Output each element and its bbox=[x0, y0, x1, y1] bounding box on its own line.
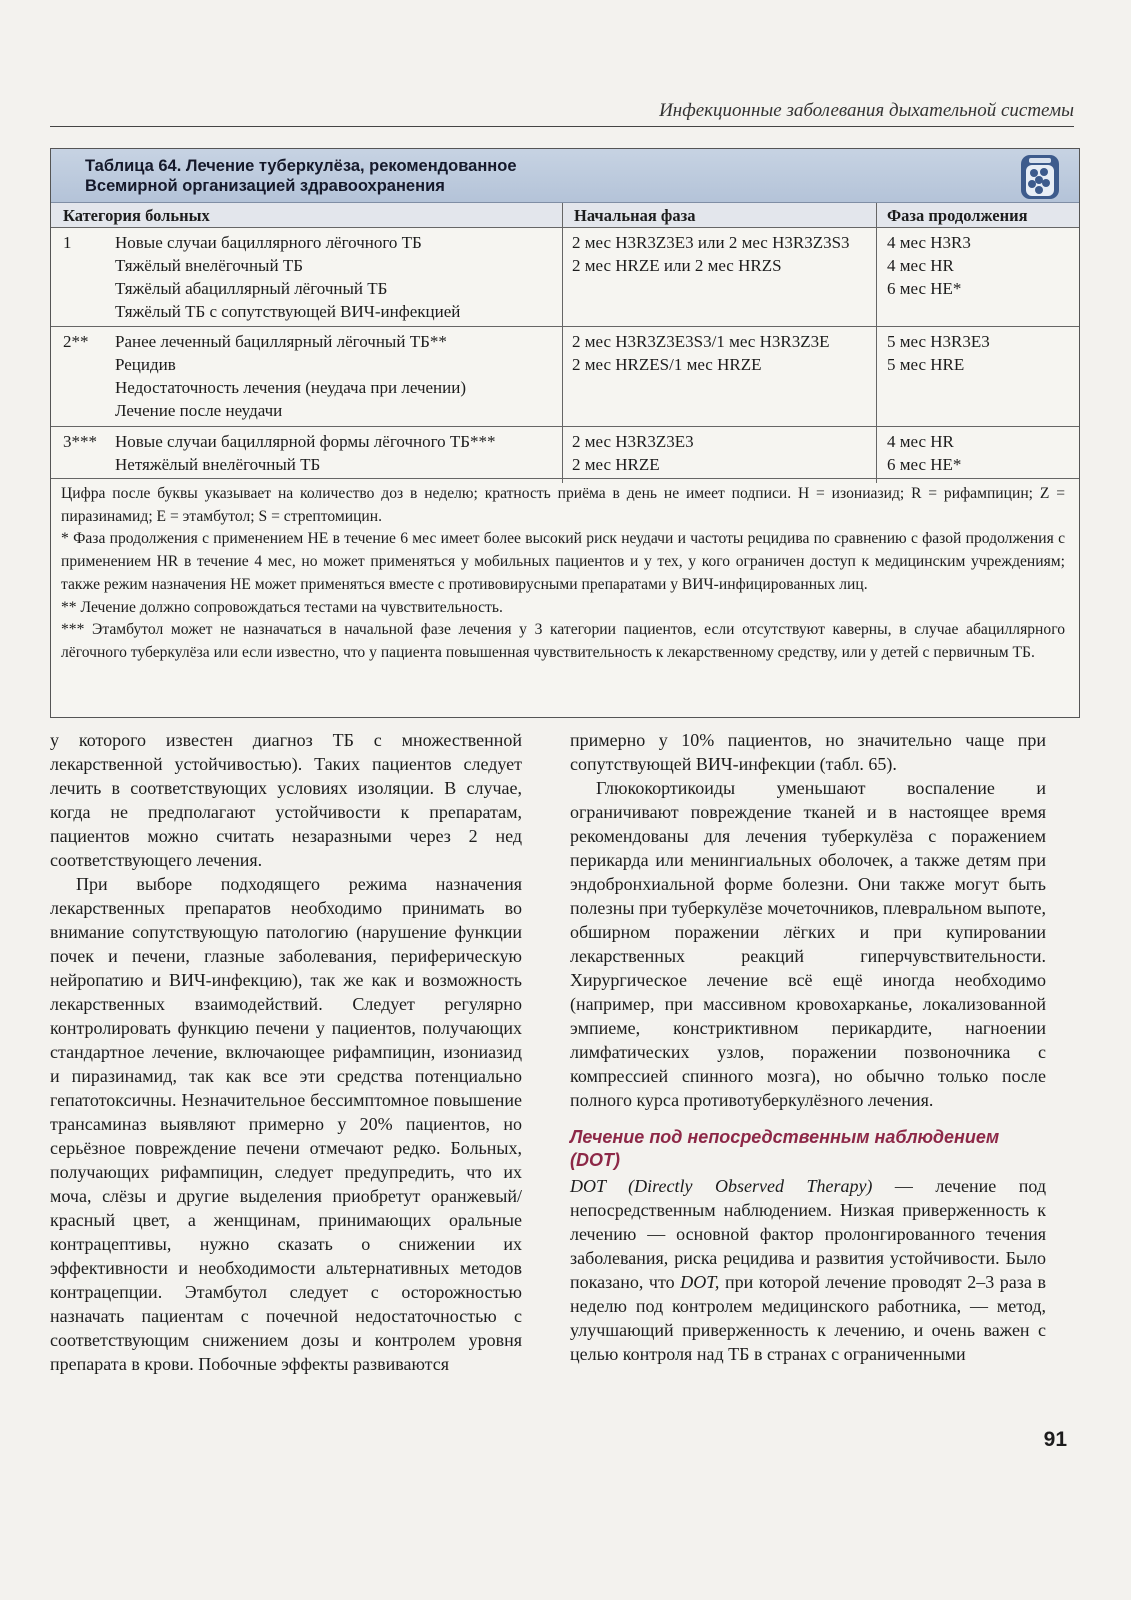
patient-group: Тяжёлый внелёгочный ТБ bbox=[115, 256, 303, 275]
patient-group: Тяжёлый абациллярный лёгочный ТБ bbox=[115, 279, 388, 298]
footnote-3: *** Этамбутол может не назначаться в начальной фазе лечения у 3 категории пациентов, если отсутствуют каверны, в случае абациллярного лёгочного туберкулёза или если известно, что у пациента повышенная чувствительность к лекарственному средству, или у детей с первичным ТБ. bbox=[61, 621, 1065, 661]
category-number: 2** bbox=[63, 332, 89, 351]
patient-group: Рецидив bbox=[115, 355, 176, 374]
regimen: 2 мес H3R3Z3E3 или 2 мес H3R3Z3S3 bbox=[572, 233, 850, 252]
regimen: 2 мес HRZE или 2 мес HRZS bbox=[572, 256, 782, 275]
patient-group: Ранее леченный бациллярный лёгочный ТБ** bbox=[115, 332, 447, 351]
table-header-row bbox=[51, 203, 1079, 228]
column-header-initial-phase: Начальная фаза bbox=[574, 206, 696, 225]
regimen: 6 мес HE* bbox=[887, 279, 962, 298]
patient-group: Недостаточность лечения (неудача при лечении) bbox=[115, 378, 467, 397]
continuation-phase-regimens bbox=[887, 231, 971, 300]
category-number: 3*** bbox=[63, 432, 97, 451]
patient-group: Новые случаи бациллярного лёгочного ТБ bbox=[115, 233, 422, 252]
column-header-continuation-phase: Фаза продолжения bbox=[887, 206, 1028, 225]
category-number: 1 bbox=[63, 233, 72, 252]
left-text-column bbox=[50, 728, 522, 1376]
regimen: 4 мес HR bbox=[887, 432, 954, 451]
table-row-category-1 bbox=[51, 228, 1079, 327]
footnote-1: * Фаза продолжения с применением НЕ в течение 6 мес имеет более высокий риск неудачи и частоты рецидива по сравнению с фазой продолжения с применением HR в течение 4 мес, но может применяться у мобильных пациентов и у тех, у кого ограничен доступ к медицинским учреждениям; также режим назначения НЕ может применяться вместе с противовирусными препаратами у ВИЧ-инфицированных лиц. bbox=[61, 530, 1065, 593]
initial-phase-regimens bbox=[572, 231, 850, 277]
paragraph: у которого известен диагноз ТБ с множественной лекарственной устойчивостью). Таких пациентов следует лечить в соответствующих условиях изоляции. В случае, когда не предполагают устойчивости к препаратам, пациентов можно считать незаразными через 2 нед соответствующего лечения. bbox=[50, 730, 522, 870]
term: DOT (Directly Observed Therapy) bbox=[570, 1176, 873, 1196]
running-header: Инфекционные заболевания дыхательной системы bbox=[659, 100, 1074, 121]
regimen: 2 мес H3R3Z3E3S3/1 мес H3R3Z3E bbox=[572, 332, 830, 351]
paragraph bbox=[570, 1174, 1046, 1366]
initial-phase-regimens bbox=[572, 430, 694, 476]
patient-groups bbox=[115, 430, 496, 476]
patient-group: Лечение после неудачи bbox=[115, 401, 283, 420]
paragraph-text: при которой лечение проводят 2–3 раза в неделю под контролем медицинского работника, — метод, улучшающий приверженность к лечению, и очень важен с целью контроля над ТБ в странах с ограниченными bbox=[570, 1272, 1046, 1364]
patient-group: Нетяжёлый внелёгочный ТБ bbox=[115, 455, 321, 474]
patient-group: Новые случаи бациллярной формы лёгочного ТБ*** bbox=[115, 432, 496, 451]
regimen: 4 мес HR bbox=[887, 256, 954, 275]
treatment-table bbox=[50, 148, 1080, 718]
paragraph: При выборе подходящего режима назначения лекарственных препаратов необходимо принимать во внимание сопутствующую патологию (нарушение функции почек и печени, глазные заболевания, периферическую нейропатию и ВИЧ-инфекцию), так же как и возможность лекарственных взаимодействий. Следует регулярно контролировать функцию печени у пациентов, получающих стандартное лечение, включающее рифампицин, изониазид и пиразинамид, так как все эти средства потенциально гепатотоксичны. Незначительное бессимптомное повышение трансаминаз выявляют примерно у 20% пациентов, но серьёзное повреждение печени отмечают редко. Больных, получающих рифампицин, следует предупредить, что их моча, слёзы и другие выделения приобретут оранжевый/красный цвет, а женщинам, принимающих оральные контрацептивы, нужно сказать о снижении их эффективности и необходимости альтернативных методов контрацепции. Этамбутол следует с осторожностью назначать пациентам с почечной недостаточностью с соответствующим снижением дозы и контролем уровня препарата в крови. Побочные эффекты развиваются bbox=[50, 874, 522, 1374]
regimen: 2 мес HRZE bbox=[572, 455, 660, 474]
regimen: 2 мес H3R3Z3E3 bbox=[572, 432, 694, 451]
regimen: 2 мес HRZES/1 мес HRZE bbox=[572, 355, 762, 374]
pill-jar-icon bbox=[1015, 154, 1065, 200]
page-number: 91 bbox=[1043, 1428, 1067, 1451]
term: DOT, bbox=[680, 1272, 720, 1292]
right-text-column bbox=[570, 728, 1046, 1366]
regimen: 5 мес H3R3E3 bbox=[887, 332, 990, 351]
regimen: 4 мес H3R3 bbox=[887, 233, 971, 252]
footnote-legend: Цифра после буквы указывает на количество доз в неделю; кратность приёма в день не имеет подписи. Н = изониазид; R = рифампицин; Z = пиразинамид; Е = этамбутол; S = стрептомицин. bbox=[61, 485, 1065, 525]
regimen: 6 мес HE* bbox=[887, 455, 962, 474]
table-caption bbox=[51, 149, 1079, 203]
table-footnotes bbox=[61, 483, 1065, 665]
section-heading: Лечение под непосредственным наблюдением (DOT) bbox=[570, 1127, 1000, 1170]
paragraph: примерно у 10% пациентов, но значительно чаще при сопутствующей ВИЧ-инфекции (табл. 65). bbox=[570, 730, 1046, 774]
table-title-line-1: Таблица 64. Лечение туберкулёза, рекомендованное bbox=[85, 157, 517, 175]
regimen: 5 мес HRE bbox=[887, 355, 965, 374]
table-title bbox=[85, 156, 517, 196]
header-rule bbox=[50, 126, 1074, 127]
continuation-phase-regimens bbox=[887, 330, 990, 376]
paragraph: Глюкокортикоиды уменьшают воспаление и ограничивают повреждение тканей и в настоящее время рекомендованы для лечения туберкулёза с поражением перикарда или менингиальных оболочек, а также детям при эндобронхиальной форме болезни. Они также могут быть полезны при туберкулёзе мочеточников, плевральном выпоте, обширном поражении лёгких и при купировании лекарственных реакций гиперчувствительности. Хирургическое лечение всё ещё иногда необходимо (например, при массивном кровохарканье, локализованной эмпиеме, констриктивном перикардите, нагноении лимфатических узлов, поражении позвоночника с компрессией спинного мозга), но обычно только после полного курса противотуберкулёзного лечения. bbox=[570, 778, 1047, 1110]
footnote-2: ** Лечение должно сопровождаться тестами на чувствительность. bbox=[61, 598, 503, 616]
patient-groups bbox=[115, 231, 460, 323]
paragraph-text: — лечение под непосредственным наблюдением. Низкая приверженность к лечению — основной фактор пролонгированного течения заболевания, риска рецидива и развития устойчивости. Было показано, что bbox=[570, 1176, 1047, 1292]
table-row-category-2 bbox=[51, 327, 1079, 427]
patient-group: Тяжёлый ТБ с сопутствующей ВИЧ-инфекцией bbox=[115, 302, 461, 321]
patient-groups bbox=[115, 330, 466, 422]
column-header-patients: Категория больных bbox=[63, 206, 210, 225]
table-row-category-3 bbox=[51, 427, 1079, 479]
continuation-phase-regimens bbox=[887, 430, 961, 476]
initial-phase-regimens bbox=[572, 330, 830, 376]
table-title-line-2: Всемирной организацией здравоохранения bbox=[85, 177, 445, 195]
